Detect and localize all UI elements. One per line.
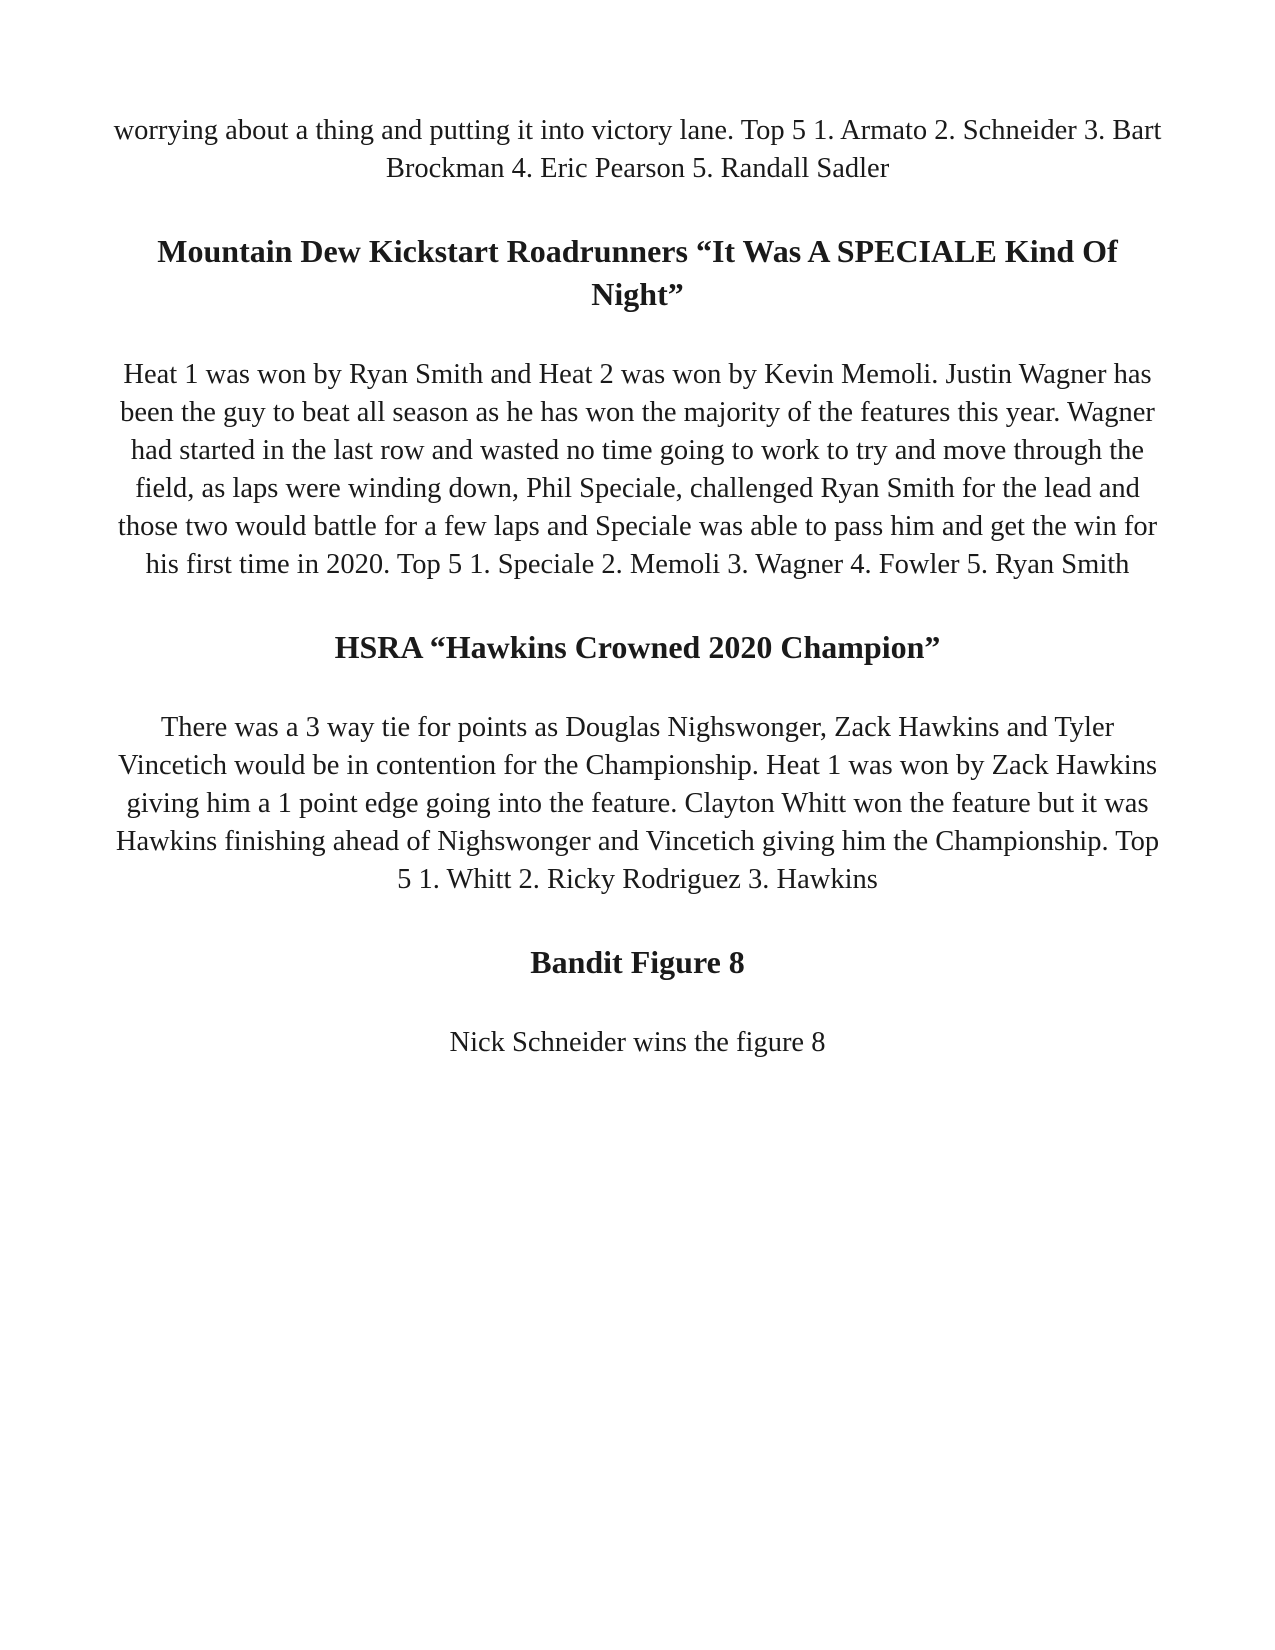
hsra-paragraph: There was a 3 way tie for points as Douglas Nighswonger, Zack Hawkins and Tyler Vincetich would be in contention for the Championship. Heat 1 was won by Zack Hawkins giving him a 1 point edge going into the feature. Clayton Whitt won the feature but it was Hawkins finishing ahead of Nighswonger and Vincetich giving him the Championship. Top 5 1. Whitt 2. Ricky Rodriguez 3. Hawkins xyxy=(115,712,1160,895)
figure-8-paragraph: Nick Schneider wins the figure 8 xyxy=(449,1027,826,1058)
roadrunners-heading: Mountain Dew Kickstart Roadrunners “It Was A SPECIALE Kind Of Night” xyxy=(157,233,1118,312)
figure-8-heading: Bandit Figure 8 xyxy=(530,944,745,980)
report-continuation-paragraph: worrying about a thing and putting it into victory lane. Top 5 1. Armato 2. Schneider 3. Bart Brockman 4. Eric Pearson 5. Randall Sadler xyxy=(113,115,1162,184)
document-page xyxy=(110,112,1165,1062)
roadrunners-paragraph: Heat 1 was won by Ryan Smith and Heat 2 was won by Kevin Memoli. Justin Wagner has been the guy to beat all season as he has won the majority of the features this year. Wagner had started in the last row and wasted no time going to work to try and move through the field, as laps were winding down, Phil Speciale, challenged Ryan Smith for the lead and those two would battle for a few laps and Speciale was able to pass him and get the win for his first time in 2020. Top 5 1. Speciale 2. Memoli 3. Wagner 4. Fowler 5. Ryan Smith xyxy=(117,359,1158,580)
hsra-heading: HSRA “Hawkins Crowned 2020 Champion” xyxy=(334,629,941,665)
